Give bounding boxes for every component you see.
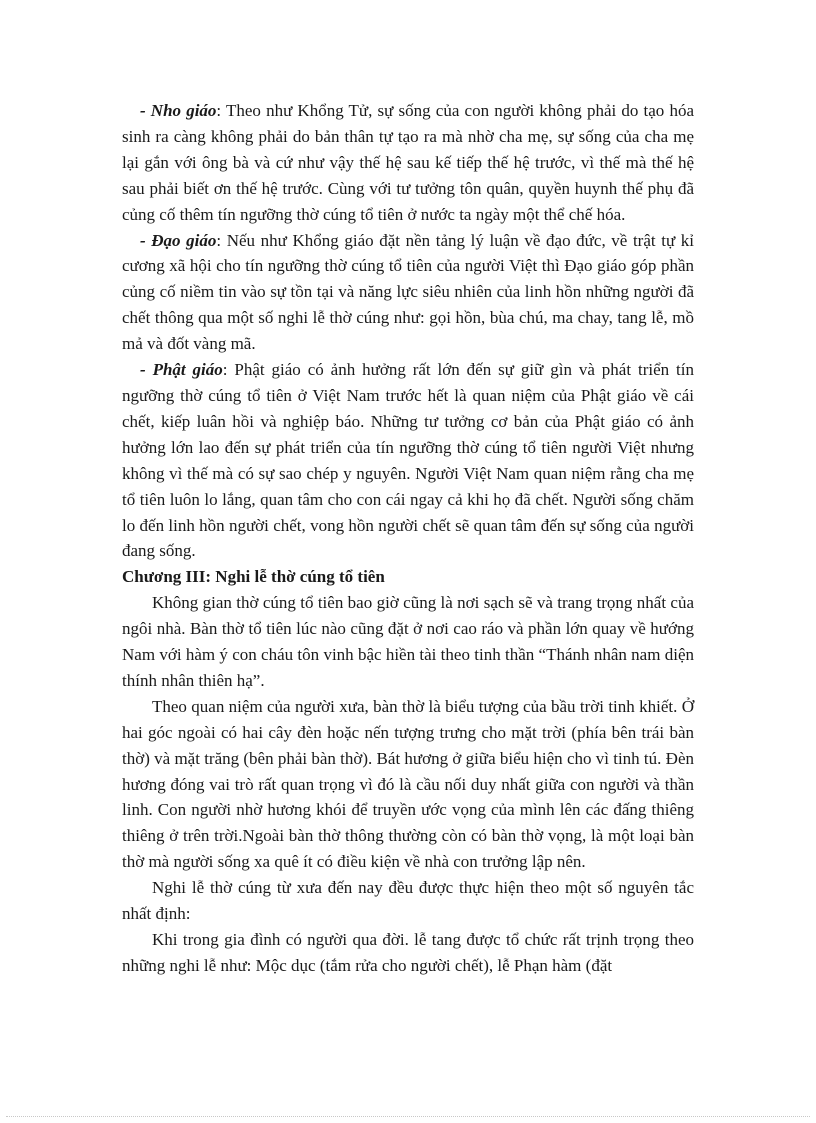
paragraph-nho-giao	[122, 98, 694, 228]
document-body	[122, 98, 694, 979]
paragraph-altar-space: Không gian thờ cúng tổ tiên bao giờ cũng là nơi sạch sẽ và trang trọng nhất của ngôi nhà. Bàn thờ tổ tiên lúc nào cũng đặt ở nơi cao ráo và phần lớn quay về hướng Nam với hàm ý con cháu tôn vinh bậc hiền tài theo tinh thần “Thánh nhân nam diện thính nhân thiên hạ”.	[122, 593, 694, 690]
chapter-heading: Chương III: Nghi lễ thờ cúng tổ tiên	[122, 567, 385, 587]
page-bottom-border	[6, 1116, 810, 1117]
paragraph-altar-symbolism: Theo quan niệm của người xưa, bàn thờ là biểu tượng của bầu trời tinh khiết. Ở hai góc ngoài có hai cây đèn hoặc nến tượng trưng cho mặt trời (phía bên trái bàn thờ) và mặt trăng (bên phải bàn thờ). Bát hương ở giữa biểu hiện cho vì tinh tú. Đèn hương đóng vai trò rất quan trọng vì đó là cầu nối duy nhất giữa con người và thần linh. Con người nhờ hương khói để truyền ước vọng của mình lên các đấng thiêng thiêng ở trên trời.Ngoài bàn thờ thông thường còn có bàn thờ vọng, là một loại bàn thờ mà người sống xa quê ít có điều kiện về nhà con trưởng lập nên.	[122, 696, 694, 872]
paragraph-dao-giao	[122, 228, 694, 358]
term-phat-giao: - Phật giáo	[140, 360, 223, 380]
paragraph-text: : Phật giáo có ảnh hưởng rất lớn đến sự giữ gìn và phát triển tín ngưỡng thờ cúng tổ tiên ở Việt Nam trước hết là quan niệm của Phật giáo về cái chết, kiếp luân hồi và nghiệp báo. Những tư tưởng cơ bản của Phật giáo có ảnh hưởng lớn lao đến sự phát triển của tín ngưỡng thờ cúng tổ tiên người Việt nhưng không vì thế mà có sự sao chép y nguyên. Người Việt Nam quan niệm rằng cha mẹ tổ tiên luôn lo lắng, quan tâm cho con cái ngay cả khi họ đã chết. Người sống chăm lo đến linh hồn người chết, vong hồn người chết sẽ quan tâm đến sự sống của người đang sống.	[122, 360, 694, 561]
paragraph-text: : Nếu như Khổng giáo đặt nền tảng lý luận về đạo đức, về trật tự kỉ cương xã hội cho tín ngưỡng thờ cúng tổ tiên của người Việt thì Đạo giáo góp phần củng cố niềm tin vào sự tồn tại và năng lực siêu nhiên của linh hồn những người đã chết thông qua một số nghi lễ thờ cúng như: gọi hồn, bùa chú, ma chay, tang lễ, mồ mả và đốt vàng mã.	[122, 230, 694, 354]
term-dao-giao: - Đạo giáo	[140, 230, 217, 250]
paragraph-worship-principles: Nghi lễ thờ cúng từ xưa đến nay đều được thực hiện theo một số nguyên tắc nhất định:	[122, 878, 694, 924]
paragraph-phat-giao	[122, 357, 694, 564]
term-nho-giao: - Nho giáo	[140, 101, 217, 120]
paragraph-funeral-rites: Khi trong gia đình có người qua đời. lễ tang được tổ chức rất trịnh trọng theo những nghi lễ như: Mộc dục (tắm rửa cho người chết), lễ Phạn hàm (đặt	[122, 930, 694, 975]
paragraph-text: : Theo như Khổng Tử, sự sống của con người không phải do tạo hóa sinh ra càng không phải do bản thân tự tạo ra mà nhờ cha mẹ, sự sống của cha mẹ lại gắn với ông bà và cứ như vậy thế hệ sau kế tiếp thế hệ trước, vì thế mà thế hệ sau phải biết ơn thế hệ trước. Cùng với tư tưởng tôn quân, quyền huynh thế phụ đã củng cố thêm tín ngưỡng thờ cúng tổ tiên ở nước ta ngày một thể chế hóa.	[122, 101, 694, 224]
